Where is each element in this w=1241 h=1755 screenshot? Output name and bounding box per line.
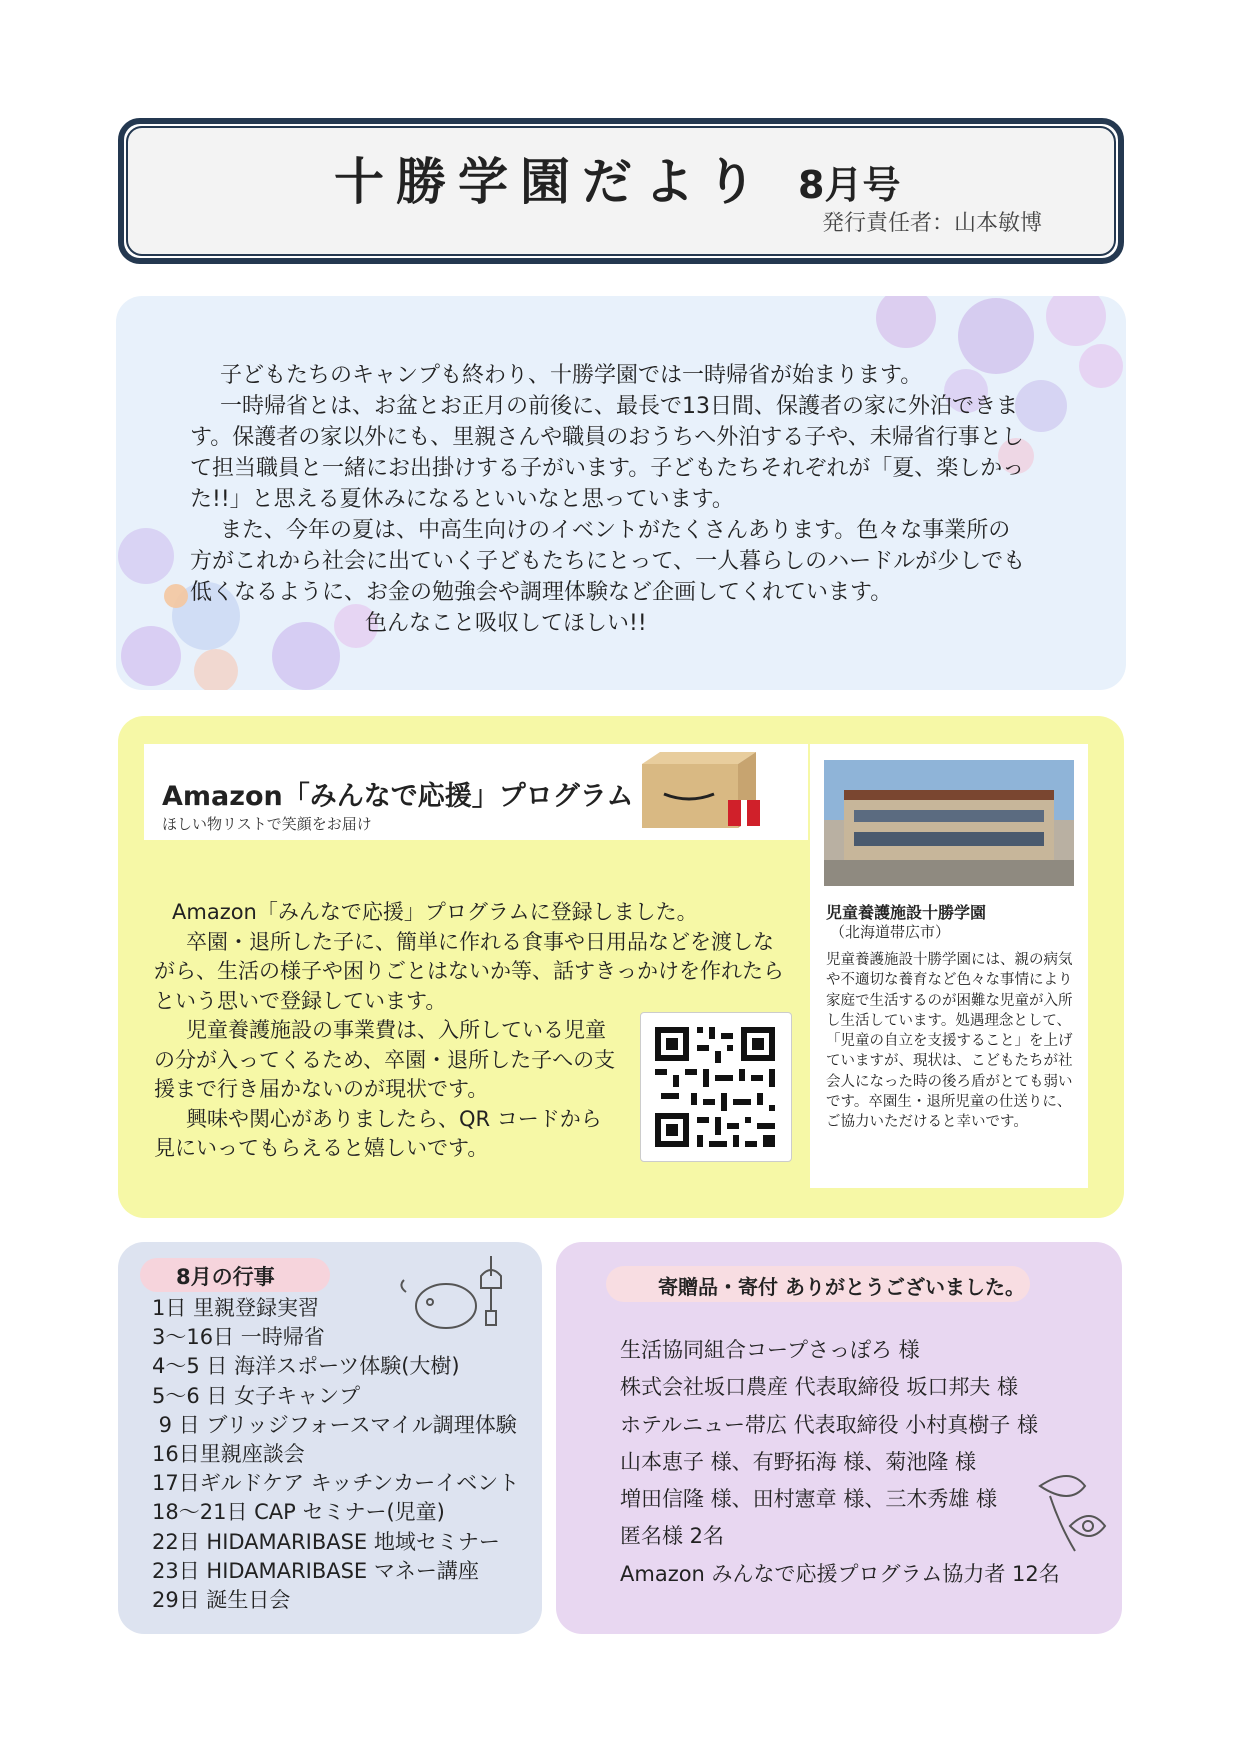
amazon-program-subtitle: ほしい物リストで笑顔をお届け (162, 815, 372, 833)
publisher-line: 発行責任者：山本敏博 (822, 211, 1043, 236)
facility-photo (824, 760, 1074, 886)
event-item: 22日 HIDAMARIBASE 地域セミナー (152, 1529, 500, 1554)
event-item: 3～16日 一時帰省 (152, 1325, 325, 1350)
intro-paragraph: 色んなこと吸収してほしい!! (365, 611, 647, 636)
events-heading: 8月の行事 (176, 1265, 275, 1289)
amazon-paragraph: 興味や関心がありましたら、QR コードから見にいってもらえると嬉しいです。 (154, 1106, 602, 1160)
event-item: 18～21日 CAP セミナー(児童) (152, 1500, 445, 1525)
event-item: 16日里親座談会 (152, 1442, 305, 1467)
amazon-paragraph: Amazon「みんなで応援」プログラムに登録しました。 (172, 900, 698, 924)
event-item: 29日 誕生日会 (152, 1588, 291, 1613)
events-list (152, 1294, 519, 1615)
event-item: 5～6 日 女子キャンプ (152, 1383, 361, 1408)
amazon-paragraph: 児童養護施設の事業費は、入所している児童の分が入ってくるため、卒園・退所した子への支援まで行き届かないのが現状です。 (154, 1018, 616, 1101)
intro-paragraph: また、今年の夏は、中高生向けのイベントがたくさんあります。色々な事業所の方がこれから社会に出ていく子どもたちにとって、一人暮らしのハードルが少しでも低くなるように、お金の勉強会や調理体験など企画してくれています。 (190, 518, 1026, 605)
donations-list (620, 1332, 1060, 1593)
issue-label: 8月号 (798, 163, 901, 207)
donations-heading: 寄贈品・寄付 ありがとうございました。 (658, 1275, 1025, 1299)
donor-item: 山本恵子 様、有野拓海 様、菊池隆 様 (620, 1449, 977, 1474)
intro-text (190, 360, 1030, 639)
facility-name: 児童養護施設十勝学園 (826, 903, 987, 922)
newsletter-title: 十勝学園だより (334, 153, 768, 211)
event-item: 9 日 ブリッジフォースマイル調理体験 (152, 1412, 517, 1437)
event-item: 17日ギルドケア キッチンカーイベント (152, 1471, 520, 1496)
qr-code[interactable] (640, 1012, 792, 1162)
event-item: 23日 HIDAMARIBASE マネー講座 (152, 1558, 479, 1583)
facility-description-text: 児童養護施設十勝学園には、親の病気や不適切な養育など色々な事情により家庭で生活するのが困難な児童が入所し生活しています。処遇理念として、「児童の自立を支援すること」を上げていますが、現状は、こどもたちが社会人になった時の後ろ盾がとても弱いです。卒園生・退所児童の仕送りに、ご協力いただけると幸いです。 (826, 952, 1073, 1131)
intro-paragraph: 子どもたちのキャンプも終わり、十勝学園では一時帰省が始まります。 (220, 363, 923, 388)
event-item: 4～5 日 海洋スポーツ体験(大樹) (152, 1354, 460, 1379)
facility-description (826, 950, 1078, 1133)
intro-paragraph: 一時帰省とは、お盆とお正月の前後に、最長で13日間、保護者の家に外泊できます。保護者の家以外にも、里親さんや職員のおうちへ外泊する子や、未帰省行事として担当職員と一緒にお出掛けする子がいます。子どもたちそれぞれが「夏、楽しかった!!」と思える夏休みになるといいなと思っています。 (190, 394, 1025, 512)
donor-item: 匿名様 2名 (620, 1524, 725, 1549)
amazon-paragraph: 卒園・退所した子に、簡単に作れる食事や日用品などを渡しながら、生活の様子や困りごとはないか等、話すきっかけを作れたらという思いで登録しています。 (154, 929, 784, 1013)
donor-item: 株式会社坂口農産 代表取締役 坂口邦夫 様 (620, 1375, 1019, 1400)
event-item: 1日 里親登録実習 (152, 1296, 320, 1320)
facility-location: （北海道帯広市） (830, 923, 951, 941)
donor-item: 増田信隆 様、田村憲章 様、三木秀雄 様 (620, 1487, 998, 1512)
donor-item: Amazon みんなで応援プログラム協力者 12名 (620, 1561, 1060, 1586)
donor-item: ホテルニュー帯広 代表取締役 小村真樹子 様 (620, 1412, 1038, 1437)
qr-code-icon (641, 1013, 791, 1161)
amazon-program-title: Amazon「みんなで応援」プログラム (162, 781, 634, 812)
donor-item: 生活協同組合コープさっぽろ 様 (620, 1338, 920, 1362)
